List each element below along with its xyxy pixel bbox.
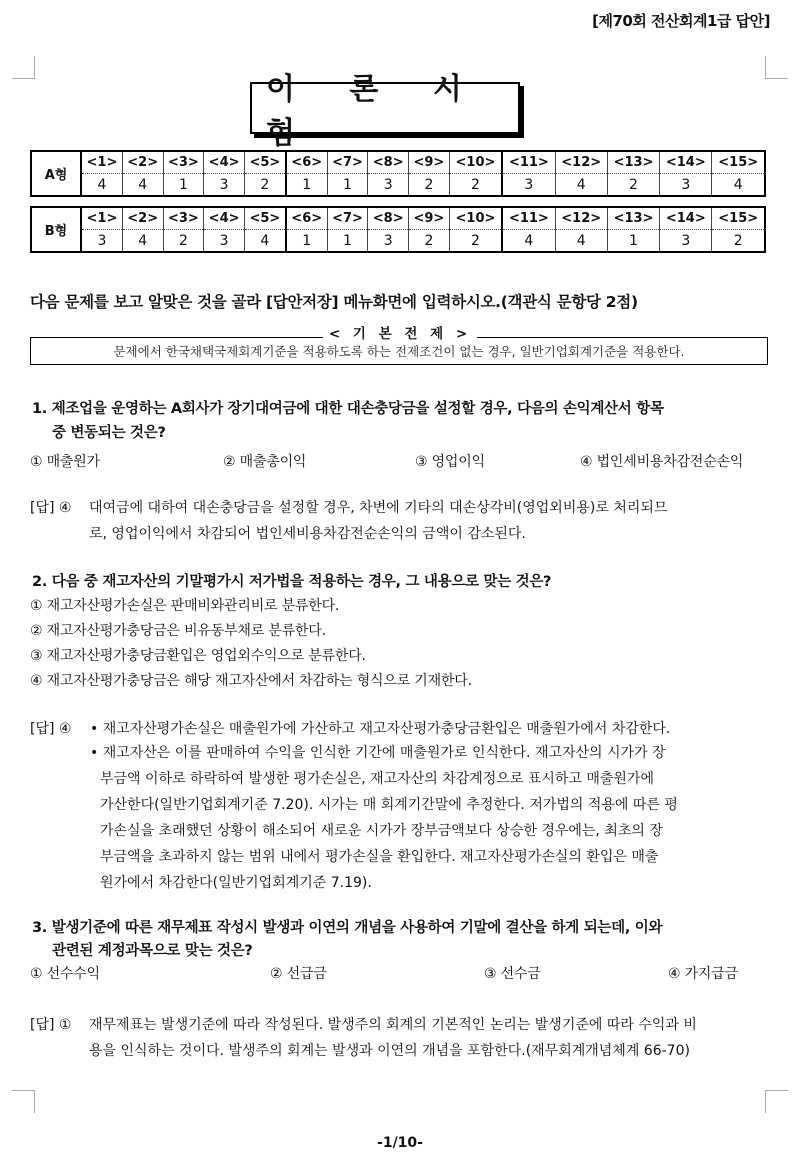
- question-number: <13>: [607, 151, 659, 174]
- answer-value: 4: [122, 230, 163, 253]
- q1-option-1: ① 매출원가: [30, 454, 100, 470]
- question-number: <13>: [607, 207, 659, 230]
- answer-table-label: A형: [31, 151, 81, 196]
- answer-value: 2: [449, 230, 502, 253]
- answer-value: 3: [368, 174, 409, 197]
- question-number: <14>: [660, 207, 712, 230]
- answer-value: 4: [555, 230, 607, 253]
- question-number: <4>: [204, 151, 245, 174]
- crop-mark-bottom-left: [12, 1090, 35, 1113]
- answer-value: 2: [409, 174, 450, 197]
- q2-answer-bullet2-line4: 가손실을 초래했던 상황이 해소되어 새로운 시가가 장부금액보다 상승한 경우에는, 최초의 장: [100, 823, 663, 839]
- crop-mark-bottom-right: [765, 1090, 788, 1113]
- answer-value: 3: [204, 174, 245, 197]
- question-number: <9>: [409, 151, 450, 174]
- answer-table-label: B형: [31, 207, 81, 252]
- q2-answer-prefix: [답] ④: [30, 721, 72, 737]
- question-number: <10>: [449, 207, 502, 230]
- crop-mark-top-left: [12, 56, 35, 79]
- crop-mark-top-right: [765, 56, 788, 79]
- answer-value: 4: [712, 174, 765, 197]
- answer-value: 1: [327, 230, 368, 253]
- question-number: <11>: [502, 207, 555, 230]
- answer-value: 3: [660, 174, 712, 197]
- q3-option-2: ② 선급금: [270, 966, 327, 982]
- answer-value: 4: [502, 230, 555, 253]
- question-number: <12>: [555, 151, 607, 174]
- q3-stem-line1: 3. 발생기준에 따른 재무제표 작성시 발생과 이연의 개념을 사용하여 기말에 결산을 하게 되는데, 이와: [32, 920, 663, 936]
- answer-value: 4: [122, 174, 163, 197]
- answer-table-b: [30, 206, 766, 253]
- instruction-text: 다음 문제를 보고 알맞은 것을 골라 [답안저장] 메뉴화면에 입력하시오.(객관식 문항당 2점): [30, 293, 638, 311]
- q1-option-2: ② 매출총이익: [223, 454, 307, 470]
- answer-value: 3: [502, 174, 555, 197]
- answer-value: 2: [409, 230, 450, 253]
- answer-value: 4: [81, 174, 122, 197]
- q2-answer-bullet2-line5: 부금액을 초과하지 않는 범위 내에서 평가손실을 환입한다. 재고자산평가손실의 환입은 매출: [100, 849, 659, 865]
- question-number: <12>: [555, 207, 607, 230]
- q2-stem: 2. 다음 중 재고자산의 기말평가시 저가법을 적용하는 경우, 그 내용으로 맞는 것은?: [32, 574, 552, 590]
- answer-value: 2: [163, 230, 204, 253]
- q2-option-3: ③ 재고자산평가충당금환입은 영업외수익으로 분류한다.: [30, 648, 366, 664]
- answer-value: 1: [286, 174, 327, 197]
- answer-value: 2: [607, 174, 659, 197]
- premise-title-wrap: [0, 322, 800, 342]
- q3-answer-line1: 재무제표는 발생기준에 따라 작성된다. 발생주의 회계의 기본적인 논리는 발생기준에 따라 수익과 비: [89, 1017, 697, 1033]
- question-number: <5>: [244, 207, 285, 230]
- q3-option-3: ③ 선수금: [484, 966, 541, 982]
- q3-option-4: ④ 가지급금: [668, 966, 738, 982]
- q2-answer-bullet2-line1: • 재고자산은 이를 판매하여 수익을 인식한 기간에 매출원가로 인식한다. 재고자산의 시가가 장: [90, 745, 666, 761]
- answer-value: 4: [555, 174, 607, 197]
- q2-option-2: ② 재고자산평가충당금은 비유동부채로 분류한다.: [30, 623, 326, 639]
- answer-value: 1: [286, 230, 327, 253]
- answer-value: 3: [81, 230, 122, 253]
- question-number: <2>: [122, 207, 163, 230]
- q2-answer-bullet1: • 재고자산평가손실은 매출원가에 가산하고 재고자산평가충당금환입은 매출원가에서 차감한다.: [90, 721, 671, 737]
- q2-option-4: ④ 재고자산평가충당금은 해당 재고자산에서 차감하는 형식으로 기재한다.: [30, 673, 472, 689]
- question-number: <4>: [204, 207, 245, 230]
- question-number: <8>: [368, 151, 409, 174]
- answer-value: 1: [607, 230, 659, 253]
- question-number: <7>: [327, 207, 368, 230]
- question-number: <3>: [163, 207, 204, 230]
- q1-stem-line1: 1. 제조업을 운영하는 A회사가 장기대여금에 대한 대손충당금을 설정할 경우, 다음의 손익계산서 항목: [32, 401, 664, 417]
- question-number: <11>: [502, 151, 555, 174]
- question-number: <7>: [327, 151, 368, 174]
- page-title: 이 론 시 험: [250, 82, 520, 134]
- question-number: <15>: [712, 151, 765, 174]
- answer-value: 2: [449, 174, 502, 197]
- q3-answer-prefix: [답] ①: [30, 1017, 72, 1033]
- question-number: <9>: [409, 207, 450, 230]
- question-number: <10>: [449, 151, 502, 174]
- answer-value: 3: [368, 230, 409, 253]
- q2-answer-bullet2-line2: 부금액 이하로 하락하여 발생한 평가손실은, 재고자산의 차감계정으로 표시하고 매출원가에: [100, 771, 654, 787]
- question-number: <8>: [368, 207, 409, 230]
- answer-value: 2: [712, 230, 765, 253]
- answer-table-a: [30, 150, 766, 197]
- premise-text: 문제에서 한국채택국제회계기준을 적용하도록 하는 전제조건이 없는 경우, 일반기업회계기준을 적용한다.: [113, 344, 685, 359]
- question-number: <6>: [286, 207, 327, 230]
- q1-option-4: ④ 법인세비용차감전순손익: [580, 454, 744, 470]
- question-number: <14>: [660, 151, 712, 174]
- q2-answer-bullet2-line6: 원가에서 차감한다(일반기업회계기준 7.19).: [100, 875, 372, 891]
- question-number: <5>: [244, 151, 285, 174]
- q1-stem-line2: 중 변동되는 것은?: [52, 425, 166, 441]
- question-number: <1>: [81, 207, 122, 230]
- q3-option-1: ① 선수수익: [30, 966, 100, 982]
- q3-stem-line2: 관련된 계정과목으로 맞는 것은?: [52, 943, 253, 959]
- answer-value: 4: [244, 230, 285, 253]
- q1-answer-line2: 로, 영업이익에서 차감되어 법인세비용차감전순손익의 금액이 감소된다.: [89, 526, 526, 542]
- exam-header-label: [제70회 전산회계1급 답안]: [592, 12, 770, 30]
- answer-value: 1: [327, 174, 368, 197]
- answer-value: 3: [660, 230, 712, 253]
- question-number: <1>: [81, 151, 122, 174]
- question-number: <6>: [286, 151, 327, 174]
- answer-value: 1: [163, 174, 204, 197]
- answer-value: 3: [204, 230, 245, 253]
- page-number: -1/10-: [377, 1135, 423, 1151]
- q2-answer-bullet2-line3: 가산한다(일반기업회계기준 7.20). 시가는 매 회계기간말에 추정한다. 저가법의 적용에 따른 평: [100, 797, 678, 813]
- q2-option-1: ① 재고자산평가손실은 판매비와관리비로 분류한다.: [30, 598, 340, 614]
- q1-option-3: ③ 영업이익: [415, 454, 485, 470]
- q3-answer-line2: 용을 인식하는 것이다. 발생주의 회계는 발생과 이연의 개념을 포함한다.(재무회계개념체계 66-70): [89, 1043, 690, 1059]
- question-number: <2>: [122, 151, 163, 174]
- q1-answer-line1: 대여금에 대하여 대손충당금을 설정할 경우, 차변에 기타의 대손상각비(영업외비용)로 처리되므: [89, 500, 668, 516]
- q1-answer-prefix: [답] ④: [30, 500, 72, 516]
- premise-title: < 기 본 전 제 >: [323, 326, 477, 342]
- answer-value: 2: [244, 174, 285, 197]
- question-number: <15>: [712, 207, 765, 230]
- question-number: <3>: [163, 151, 204, 174]
